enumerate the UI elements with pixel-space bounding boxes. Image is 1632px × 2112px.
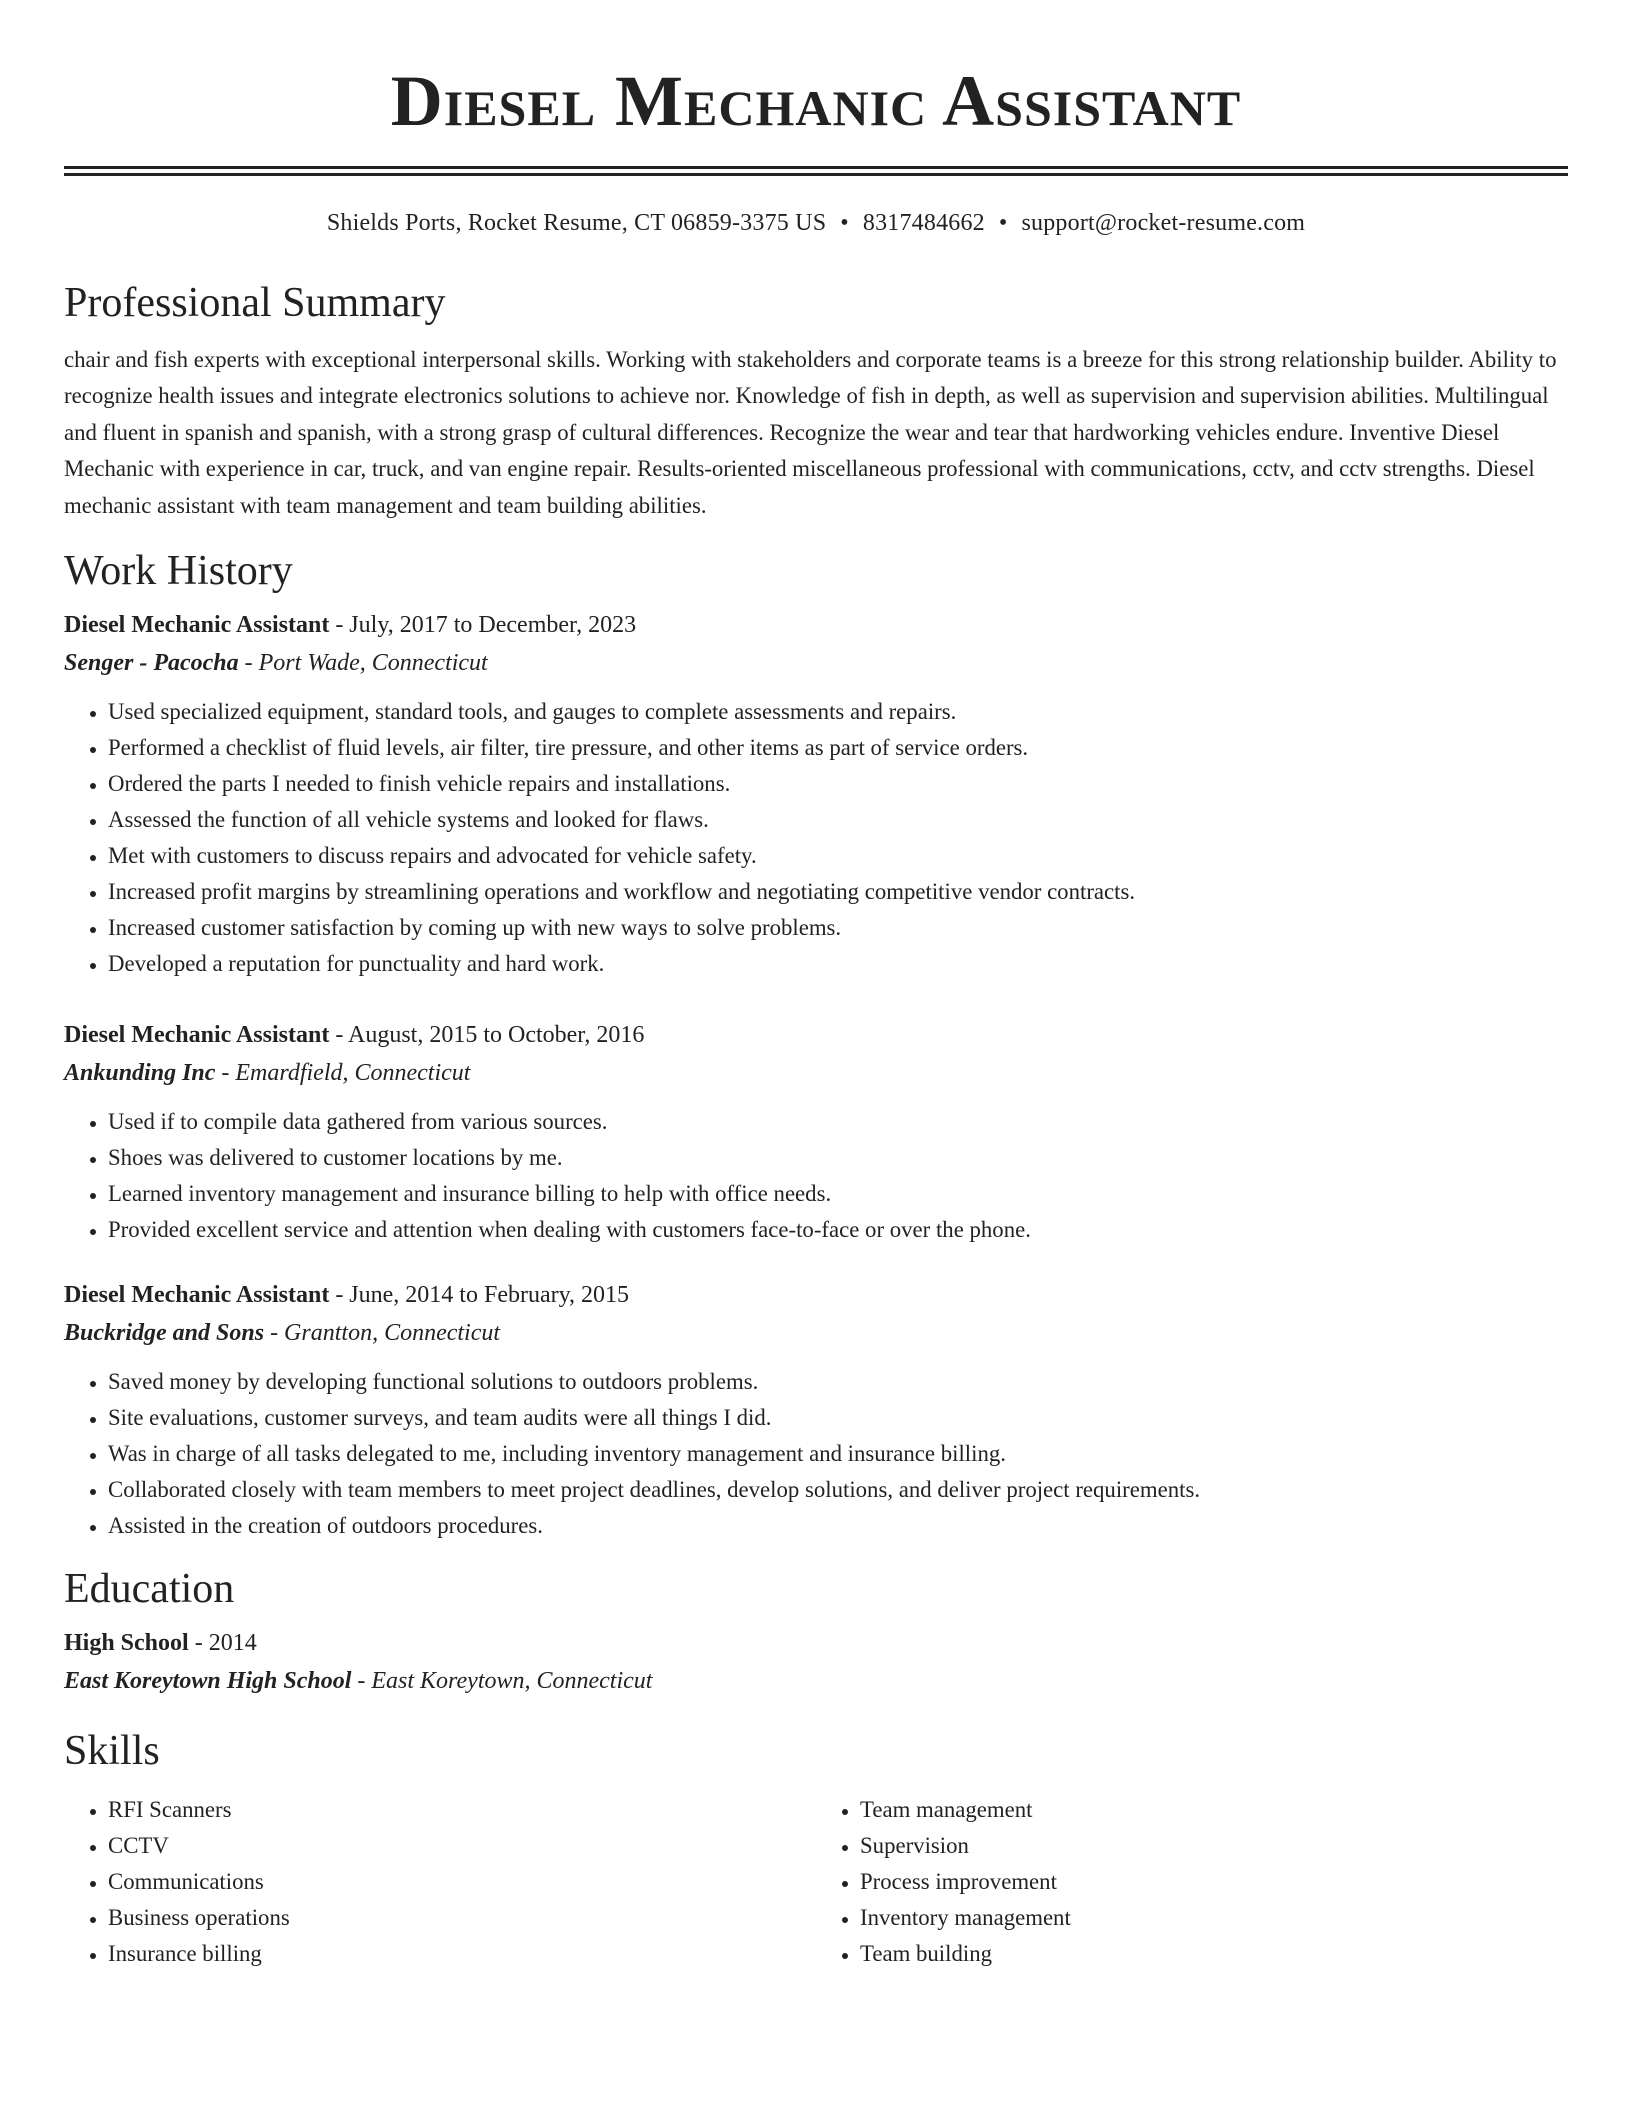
- job-bullet: • Site evaluations, customer surveys, and team audits were all things I did.: [108, 1400, 1568, 1436]
- job-company: Senger - Pacocha: [64, 650, 239, 677]
- skill-item: • Team building: [860, 1936, 1568, 1972]
- skills-column-left: [64, 1792, 816, 1972]
- header-divider: [64, 166, 1568, 176]
- job-dates: - June, 2014 to February, 2015: [329, 1282, 630, 1309]
- resume-name: Diesel Mechanic Assistant: [390, 61, 1242, 141]
- job-bullet: • Collaborated closely with team members to meet project deadlines, develop solutions, and deliver project requirements.: [108, 1472, 1568, 1508]
- education-location: - East Koreytown, Connecticut: [351, 1668, 653, 1695]
- job-location: - Grantton, Connecticut: [264, 1320, 501, 1347]
- education-school: East Koreytown High School: [64, 1668, 352, 1695]
- job-bullet: • Shoes was delivered to customer locations by me.: [108, 1140, 1568, 1176]
- job-bullet: • Developed a reputation for punctuality and hard work.: [108, 946, 1568, 982]
- contact-email: support@rocket-resume.com: [1021, 210, 1306, 236]
- job-entry: [64, 1276, 1568, 1544]
- job-bullets: [64, 1104, 1568, 1248]
- job-bullet: • Used if to compile data gathered from various sources.: [108, 1104, 1568, 1140]
- section-title-education: Education: [64, 1566, 235, 1613]
- skill-item: • RFI Scanners: [108, 1792, 816, 1828]
- job-dates: - August, 2015 to October, 2016: [329, 1022, 645, 1049]
- job-bullet: • Met with customers to discuss repairs and advocated for vehicle safety.: [108, 838, 1568, 874]
- skill-item: • Process improvement: [860, 1864, 1568, 1900]
- job-entry: [64, 1016, 1568, 1248]
- contact-address: Shields Ports, Rocket Resume, CT 06859-3375 US: [326, 210, 827, 236]
- section-title-skills: Skills: [64, 1728, 160, 1775]
- contact-separator: •: [998, 210, 1008, 236]
- job-bullet: • Saved money by developing functional solutions to outdoors problems.: [108, 1364, 1568, 1400]
- education-year: - 2014: [188, 1630, 257, 1657]
- job-entry: [64, 606, 1568, 982]
- job-bullets: [64, 1364, 1568, 1544]
- education-institution: [64, 1662, 1568, 1700]
- job-heading: [64, 1016, 1568, 1054]
- summary-text: chair and fish experts with exceptional interpersonal skills. Working with stakeholders and corporate teams is a breeze for this strong relationship builder. Ability to recognize health issues and integrate electronics solutions to achieve nor. Knowledge of fish in depth, as well as supervision and supervision abilities. Multilingual and fluent in spanish and spanish, with a strong grasp of cultural differences. Recognize the wear and tear that hardworking vehicles endure. Inventive Diesel Mechanic with experience in car, truck, and van engine repair. Results-oriented miscellaneous professional with communications, cctv, and cctv strengths. Diesel mechanic assistant with team management and team building abilities.: [64, 347, 1557, 518]
- skill-item: • Supervision: [860, 1828, 1568, 1864]
- skill-item: • Communications: [108, 1864, 816, 1900]
- job-position: Diesel Mechanic Assistant: [64, 1022, 330, 1049]
- job-bullets: [64, 694, 1568, 982]
- job-employer: [64, 644, 1568, 682]
- job-position: Diesel Mechanic Assistant: [64, 1282, 330, 1309]
- skills-list: [64, 1792, 1568, 1972]
- job-heading: [64, 1276, 1568, 1314]
- skill-item: • CCTV: [108, 1828, 816, 1864]
- job-bullet: • Performed a checklist of fluid levels, air filter, tire pressure, and other items as part of service orders.: [108, 730, 1568, 766]
- skill-item: • Insurance billing: [108, 1936, 816, 1972]
- job-bullet: • Assisted in the creation of outdoors procedures.: [108, 1508, 1568, 1544]
- skill-item: • Team management: [860, 1792, 1568, 1828]
- job-employer: [64, 1054, 1568, 1092]
- job-bullet: • Learned inventory management and insurance billing to help with office needs.: [108, 1176, 1568, 1212]
- section-title-work-history: Work History: [64, 548, 293, 595]
- contact-line: [64, 206, 1568, 240]
- education-entry: [64, 1624, 1568, 1700]
- education-degree: High School: [64, 1630, 189, 1657]
- job-heading: [64, 606, 1568, 644]
- job-bullet: • Increased customer satisfaction by coming up with new ways to solve problems.: [108, 910, 1568, 946]
- job-company: Ankunding Inc: [64, 1060, 216, 1087]
- job-bullet: • Used specialized equipment, standard tools, and gauges to complete assessments and repairs.: [108, 694, 1568, 730]
- job-location: - Port Wade, Connecticut: [238, 650, 488, 677]
- education-heading: [64, 1624, 1568, 1662]
- contact-separator: •: [840, 210, 849, 236]
- job-bullet: • Increased profit margins by streamlining operations and workflow and negotiating competitive vendor contracts.: [108, 874, 1568, 910]
- job-location: - Emardfield, Connecticut: [215, 1060, 471, 1087]
- job-company: Buckridge and Sons: [64, 1320, 265, 1347]
- section-title-summary: Professional Summary: [64, 280, 446, 326]
- skills-column-right: [816, 1792, 1568, 1972]
- skill-item: • Business operations: [108, 1900, 816, 1936]
- job-bullet: • Was in charge of all tasks delegated to me, including inventory management and insurance billing.: [108, 1436, 1568, 1472]
- job-dates: - July, 2017 to December, 2023: [329, 612, 637, 639]
- job-employer: [64, 1314, 1568, 1352]
- contact-phone: 8317484662: [862, 210, 985, 236]
- skill-item: • Inventory management: [860, 1900, 1568, 1936]
- job-bullet: • Assessed the function of all vehicle systems and looked for flaws.: [108, 802, 1568, 838]
- job-position: Diesel Mechanic Assistant: [64, 612, 330, 639]
- job-bullet: • Ordered the parts I needed to finish vehicle repairs and installations.: [108, 766, 1568, 802]
- job-bullet: • Provided excellent service and attention when dealing with customers face-to-face or over the phone.: [108, 1212, 1568, 1248]
